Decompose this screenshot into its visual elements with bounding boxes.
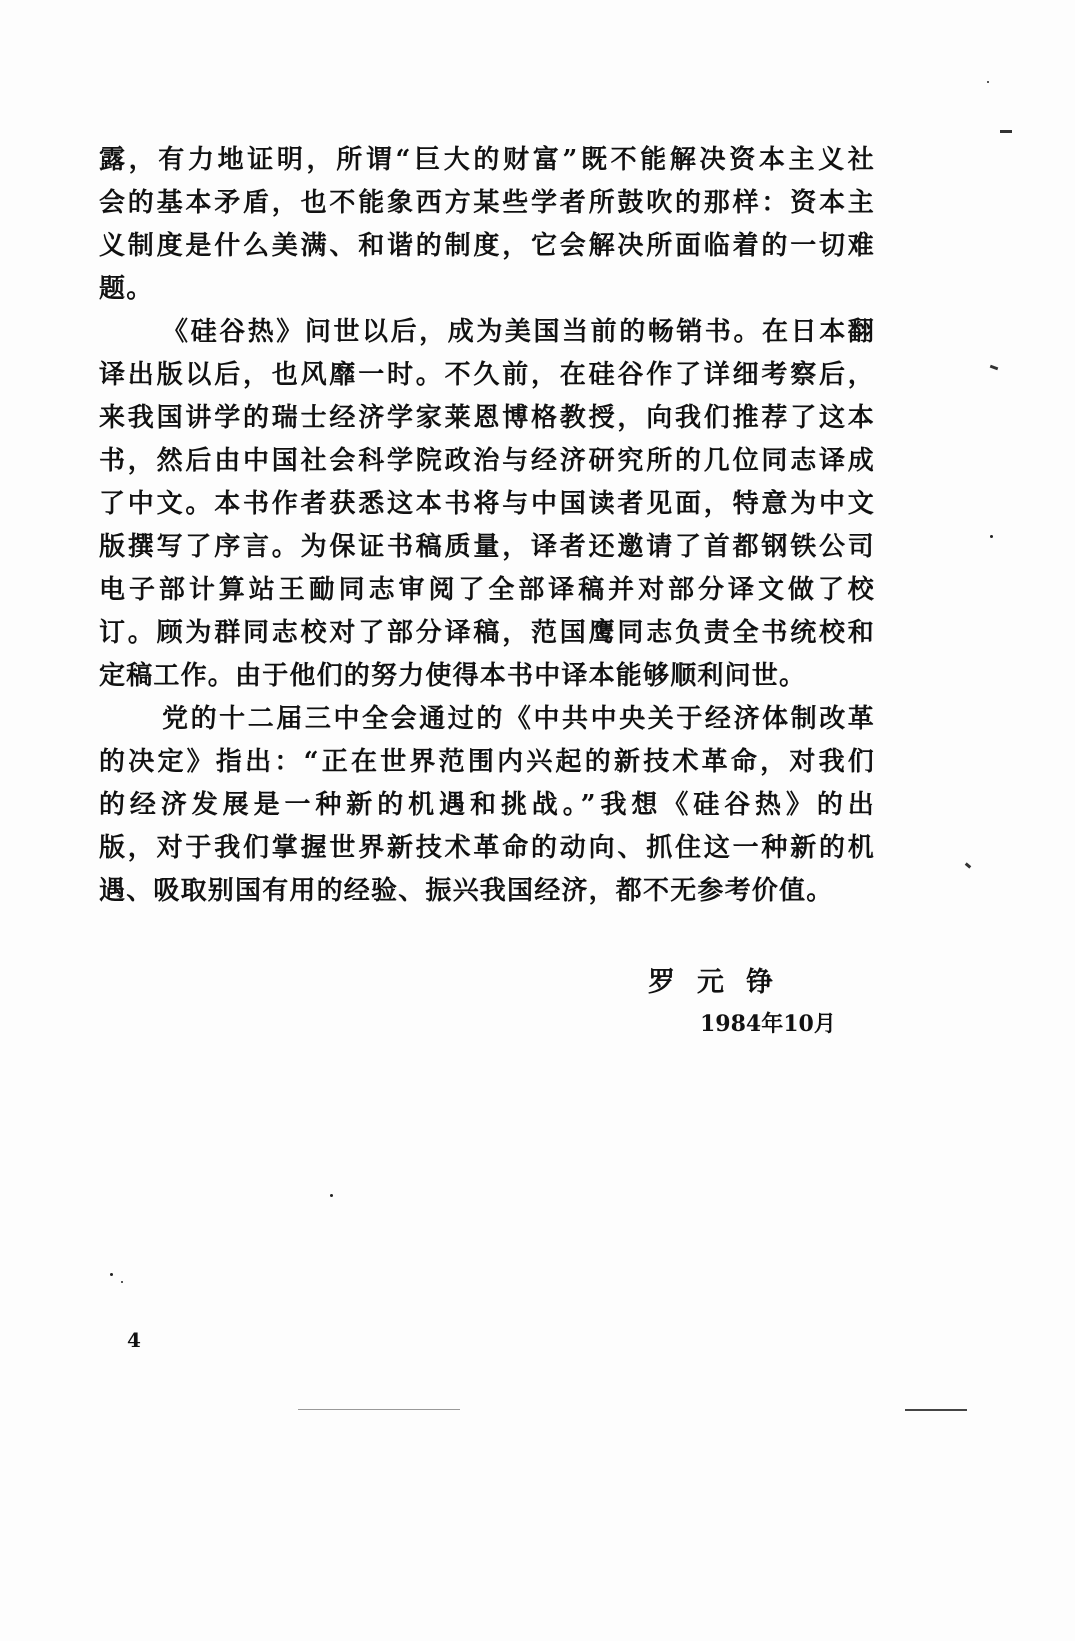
scan-speck	[987, 81, 989, 83]
text-line: 译出版以后，也风靡一时。不久前，在硅谷作了详细考察后，	[99, 360, 875, 390]
text-line: 书，然后由中国社会科学院政治与经济研究所的几位同志译成	[99, 446, 875, 476]
scan-rule	[298, 1409, 460, 1410]
text-line: 来我国讲学的瑞士经济学家莱恩博格教授，向我们推荐了这本	[99, 403, 875, 433]
scan-speck	[990, 535, 993, 538]
signature-date: 1984年10月	[700, 1011, 836, 1037]
text-line: 《硅谷热》问世以后，成为美国当前的畅销书。在日本翻	[162, 317, 875, 347]
text-line: 订。顾为群同志校对了部分译稿，范国鹰同志负责全书统校和	[99, 618, 875, 648]
scan-speck	[330, 1194, 333, 1197]
text-line: 电子部计算站王勔同志审阅了全部译稿并对部分译文做了校	[99, 575, 875, 605]
page-number: 4	[127, 1328, 141, 1352]
scan-mark	[965, 862, 972, 868]
scan-speck	[110, 1273, 113, 1276]
author-signature: 罗元铮	[648, 967, 795, 998]
body-text	[99, 139, 875, 913]
text-line: 会的基本矛盾，也不能象西方某些学者所鼓吹的那样：资本主	[99, 188, 875, 218]
text-line: 版，对于我们掌握世界新技术革命的动向、抓住这一种新的机	[99, 833, 875, 863]
text-line: 的决定》指出：“正在世界范围内兴起的新技术革命，对我们	[99, 747, 875, 777]
text-line: 党的十二届三中全会通过的《中共中央关于经济体制改革	[162, 704, 875, 734]
text-line: 遇、吸取别国有用的经验、振兴我国经济，都不无参考价值。	[99, 876, 834, 906]
scan-speck	[121, 1281, 123, 1283]
text-line: 题。	[99, 274, 154, 304]
text-line: 版撰写了序言。为保证书稿质量，译者还邀请了首都钢铁公司	[99, 532, 875, 562]
text-line: 的经济发展是一种新的机遇和挑战。”我想《硅谷热》的出	[99, 790, 875, 820]
scan-mark	[1000, 130, 1012, 133]
text-line: 露，有力地证明，所谓“巨大的财富”既不能解决资本主义社	[99, 145, 875, 175]
text-line: 了中文。本书作者获悉这本书将与中国读者见面，特意为中文	[99, 489, 875, 519]
scan-mark	[990, 365, 999, 371]
text-line: 定稿工作。由于他们的努力使得本书中译本能够顺利问世。	[99, 661, 807, 691]
scan-rule	[905, 1409, 967, 1411]
text-line: 义制度是什么美满、和谐的制度，它会解决所面临着的一切难	[99, 231, 875, 261]
